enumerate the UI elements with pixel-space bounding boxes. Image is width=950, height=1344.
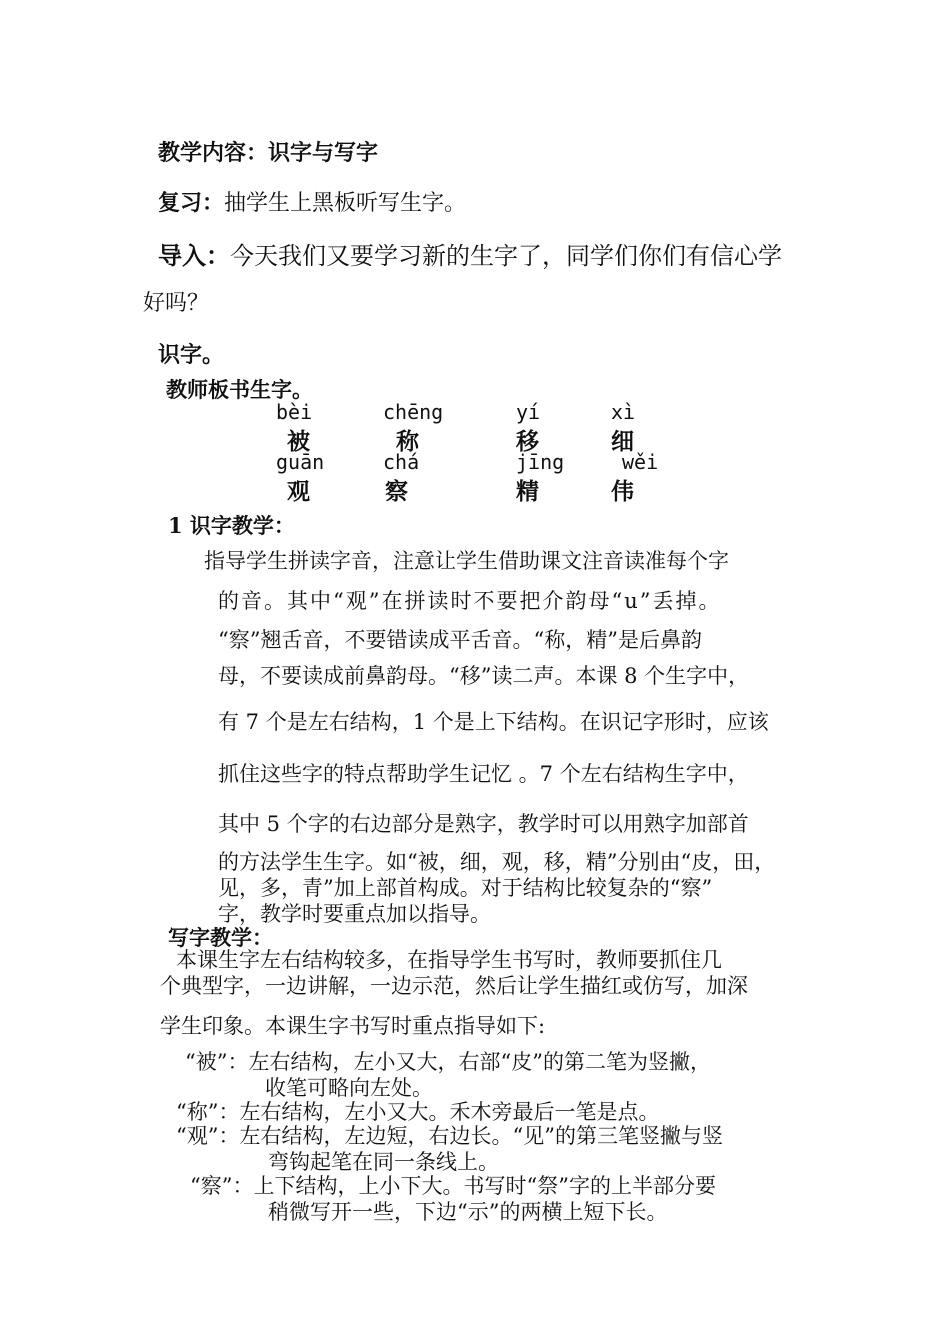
guide-text: 上下结构，上小下大。书写时“祭”字的上半部分要 xyxy=(253,1174,716,1198)
guide-text: 左右结构，左小又大，右部“皮”的第二笔为竖撇， xyxy=(248,1050,711,1074)
pinyin-xi: xì xyxy=(611,400,636,424)
guide-key: “被”： xyxy=(185,1050,249,1074)
char-yi: 移 xyxy=(516,428,539,455)
guide-item-guan-continued: 弯钩起笔在同一条线上。 xyxy=(268,1150,499,1174)
writing-para-line-3: 学生印象。本课生字书写时重点指导如下: xyxy=(160,1014,546,1038)
writing-teaching-heading: 写字教学： xyxy=(168,925,273,950)
guide-text: 左右结构，左小又大。禾木旁最后一笔是点。 xyxy=(239,1100,660,1124)
review-text: 抽学生上黑板听写生字。 xyxy=(224,191,467,216)
pinyin-wei: wěi xyxy=(622,450,659,474)
review-label: 复习： xyxy=(158,190,225,216)
char-xi: 细 xyxy=(611,428,634,455)
intro-text: 今天我们又要学习新的生字了，同学们你们有信心学 xyxy=(230,242,782,270)
char-cha: 察 xyxy=(385,478,408,505)
intro-line xyxy=(158,236,782,271)
guide-item-cha-continued: 稍微写开一些，下边“示”的两横上短下长。 xyxy=(268,1200,668,1224)
pinyin-cheng: chēng xyxy=(383,400,444,424)
pinyin-cha: chá xyxy=(383,450,420,474)
guide-text: 左右结构，左边短，右边长。“见”的第三笔竖撇与竖 xyxy=(239,1124,723,1148)
guide-key: “称”： xyxy=(176,1100,240,1124)
intro-text-continued: 好吗？ xyxy=(143,291,210,316)
char-jing: 精 xyxy=(516,478,539,505)
pinyin-jing: jīng xyxy=(516,450,565,474)
pinyin-bei: bèi xyxy=(276,400,313,424)
char-bei: 被 xyxy=(287,428,310,455)
lesson-content-title: 教学内容：识字与写字 xyxy=(158,140,379,166)
char-wei: 伟 xyxy=(611,478,634,505)
literacy-para-line-3: “察”翘舌音，不要错读成平舌音。“称，精”是后鼻韵 xyxy=(218,628,702,652)
literacy-teaching-heading: 1 识字教学： xyxy=(168,513,295,538)
guide-key: “观”： xyxy=(176,1124,240,1148)
writing-para-line-1: 本课生字左右结构较多，在指导学生书写时，教师要抓住几 xyxy=(176,948,722,972)
char-cheng: 称 xyxy=(396,428,419,455)
literacy-para-line-9: 见，多，青”加上部首构成。对于结构比较复杂的“察” xyxy=(218,876,713,900)
literacy-heading: 识字。 xyxy=(158,342,225,368)
literacy-para-line-1: 指导学生拼读字音，注意让学生借助课文注音读准每个字 xyxy=(204,549,729,573)
guide-item-bei xyxy=(185,1046,711,1076)
review-line xyxy=(158,186,466,217)
writing-para-line-2: 个典型字，一边讲解，一边示范，然后让学生描红或仿写，加深 xyxy=(160,974,748,998)
board-heading: 教师板书生字。 xyxy=(166,377,313,402)
literacy-para-line-7: 其中 5 个字的右边部分是熟字，教学时可以用熟字加部首 xyxy=(218,812,749,836)
pinyin-yi: yí xyxy=(516,400,541,424)
guide-key: “察”： xyxy=(190,1174,254,1198)
literacy-para-line-2: 的音。其中“观”在拼读时不要把介韵母“u”丢掉。 xyxy=(218,589,722,613)
literacy-para-line-8: 的方法学生生字。如“被，细，观，移，精”分别由“皮，田， xyxy=(218,850,776,874)
literacy-para-line-5: 有 7 个是左右结构，1 个是上下结构。在识记字形时，应该 xyxy=(218,710,769,734)
intro-label: 导入： xyxy=(158,241,230,270)
literacy-para-line-4: 母，不要读成前鼻韵母。“移”读二声。本课 8 个生字中， xyxy=(218,664,750,688)
guide-item-bei-continued: 收笔可略向左处。 xyxy=(265,1076,433,1100)
char-guan: 观 xyxy=(287,478,310,505)
pinyin-guan: guān xyxy=(276,450,325,474)
literacy-para-line-6: 抓住这些字的特点帮助学生记忆 。7 个左右结构生字中， xyxy=(218,762,749,786)
literacy-para-line-10: 字，教学时要重点加以指导。 xyxy=(218,902,491,926)
